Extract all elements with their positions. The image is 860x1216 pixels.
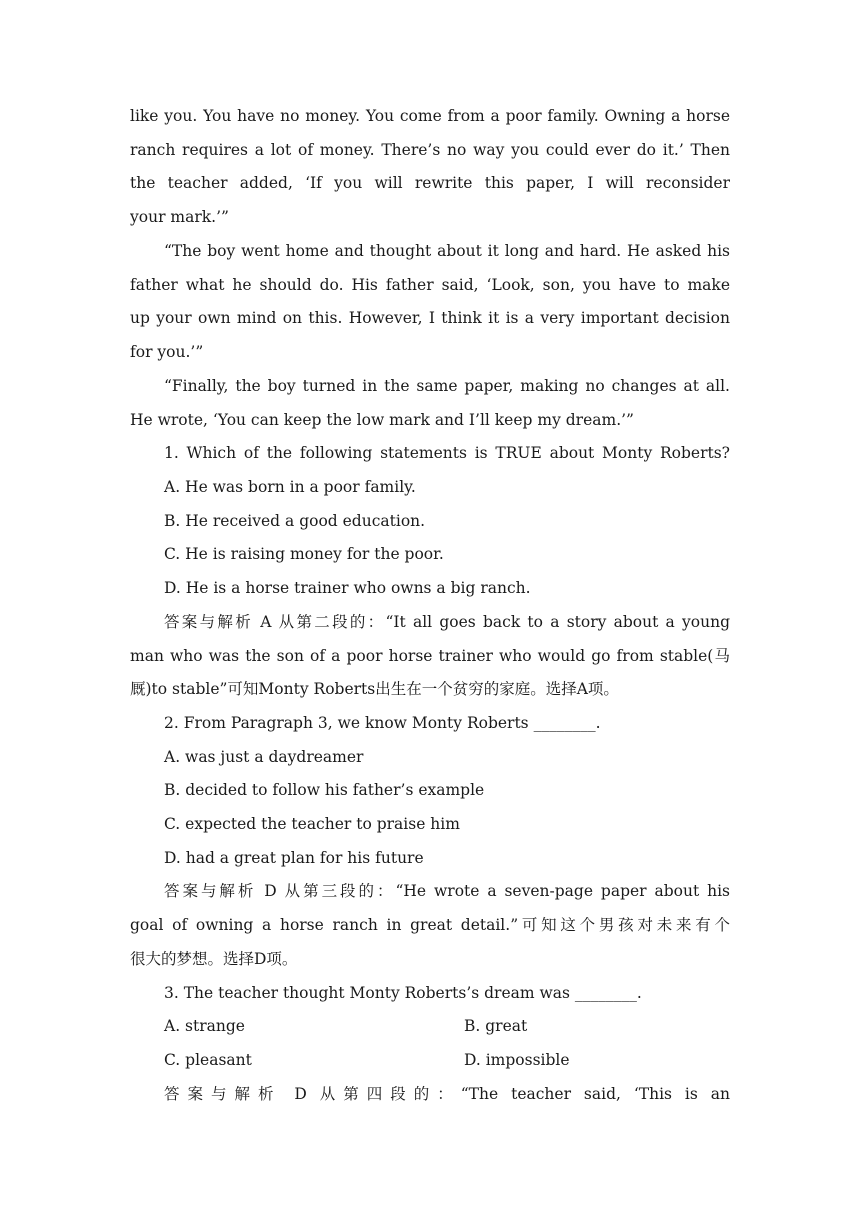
answer-option: B. great bbox=[464, 1017, 528, 1035]
passage-line: the teacher added, ‘If you will rewrite this paper, I will reconsider bbox=[130, 174, 730, 192]
answer-option: C. He is raising money for the poor. bbox=[164, 545, 444, 563]
answer-option: D. impossible bbox=[464, 1051, 570, 1069]
answer-analysis: goal of owning a horse ranch in great detail.”可知这个男孩对未来有个 bbox=[130, 916, 730, 934]
answer-option: C. pleasant bbox=[164, 1051, 252, 1069]
answer-analysis: 答案与解析 D 从第三段的：“He wrote a seven-page paper about his bbox=[164, 882, 730, 900]
answer-analysis: 答案与解析 A 从第二段的：“It all goes back to a story about a young bbox=[164, 613, 730, 631]
answer-option: B. decided to follow his father’s example bbox=[164, 781, 485, 799]
answer-analysis: 很大的梦想。选择D项。 bbox=[130, 950, 298, 968]
answer-option: A. strange bbox=[164, 1017, 245, 1035]
passage-line: He wrote, ‘You can keep the low mark and I’ll keep my dream.’” bbox=[130, 411, 634, 429]
passage-line: up your own mind on this. However, I think it is a very important decision bbox=[130, 309, 730, 327]
passage-line: “Finally, the boy turned in the same paper, making no changes at all. bbox=[164, 377, 730, 395]
answer-option: A. He was born in a poor family. bbox=[164, 478, 416, 496]
answer-analysis: man who was the son of a poor horse trainer who would go from stable(马 bbox=[130, 647, 730, 665]
passage-line: like you. You have no money. You come from a poor family. Owning a horse bbox=[130, 107, 730, 125]
answer-analysis: 答案与解析 D 从第四段的：“The teacher said, ‘This is an bbox=[164, 1085, 730, 1103]
answer-analysis: 厩)to stable”可知Monty Roberts出生在一个贫穷的家庭。选择A项。 bbox=[130, 680, 619, 698]
question-stem: 1. Which of the following statements is TRUE about Monty Roberts? bbox=[164, 444, 730, 462]
answer-option: B. He received a good education. bbox=[164, 512, 426, 530]
answer-option: C. expected the teacher to praise him bbox=[164, 815, 460, 833]
question-stem: 3. The teacher thought Monty Roberts’s dream was ________. bbox=[164, 984, 642, 1002]
passage-line: “The boy went home and thought about it long and hard. He asked his bbox=[164, 242, 730, 260]
question-stem: 2. From Paragraph 3, we know Monty Roberts ________. bbox=[164, 714, 601, 732]
answer-option: D. had a great plan for his future bbox=[164, 849, 424, 867]
answer-option: D. He is a horse trainer who owns a big ranch. bbox=[164, 579, 531, 597]
passage-line: for you.’” bbox=[130, 343, 204, 361]
passage-line: your mark.’” bbox=[130, 208, 229, 226]
passage-line: father what he should do. His father said, ‘Look, son, you have to make bbox=[130, 276, 730, 294]
passage-line: ranch requires a lot of money. There’s no way you could ever do it.’ Then bbox=[130, 141, 730, 159]
answer-option: A. was just a daydreamer bbox=[164, 748, 364, 766]
